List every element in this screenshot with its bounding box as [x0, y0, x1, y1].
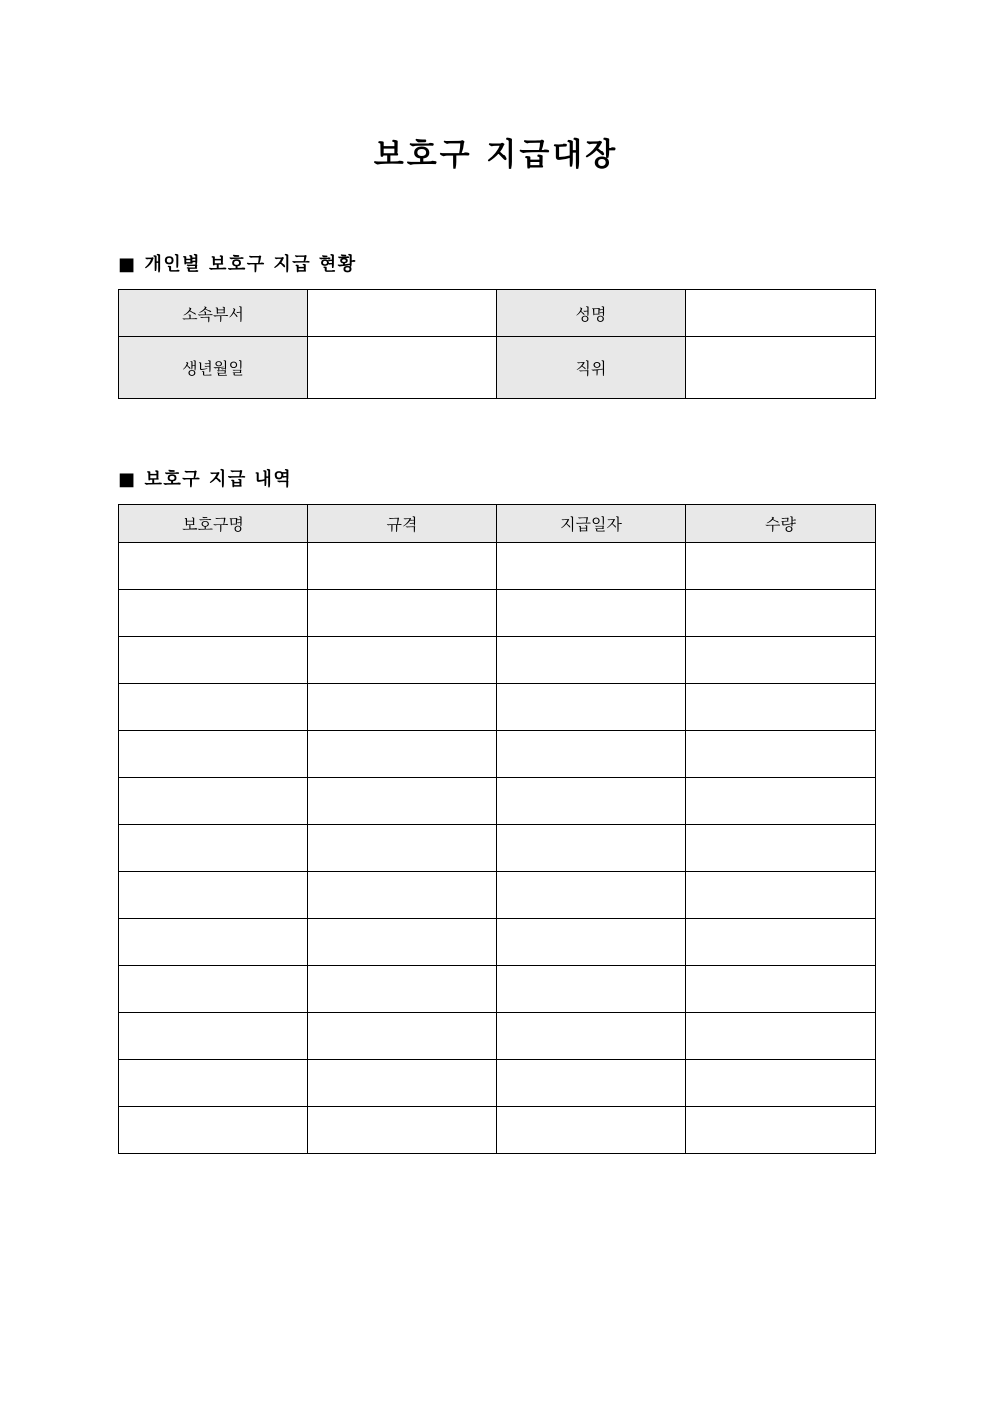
quantity-cell[interactable]	[686, 872, 876, 919]
issue-date-cell[interactable]	[497, 872, 686, 919]
table-row	[119, 684, 876, 731]
equipment-name-cell[interactable]	[119, 543, 308, 590]
equipment-name-cell[interactable]	[119, 684, 308, 731]
birth-date-field[interactable]	[308, 337, 497, 399]
equipment-name-cell[interactable]	[119, 590, 308, 637]
equipment-name-cell[interactable]	[119, 1107, 308, 1154]
table-row	[119, 590, 876, 637]
issue-date-cell[interactable]	[497, 1013, 686, 1060]
table-row	[119, 1013, 876, 1060]
issue-date-cell[interactable]	[497, 1107, 686, 1154]
issue-date-cell[interactable]	[497, 590, 686, 637]
specification-cell[interactable]	[308, 872, 497, 919]
position-field[interactable]	[686, 337, 876, 399]
specification-cell[interactable]	[308, 1060, 497, 1107]
section-personal-status-title: 개인별 보호구 지급 현황	[144, 254, 357, 275]
quantity-cell[interactable]	[686, 966, 876, 1013]
department-field[interactable]	[308, 290, 497, 337]
table-header-row	[119, 505, 876, 543]
quantity-cell[interactable]	[686, 590, 876, 637]
equipment-name-cell[interactable]	[119, 778, 308, 825]
square-bullet-icon: ■	[118, 469, 137, 490]
section-issue-history-heading	[118, 467, 292, 493]
issue-date-cell[interactable]	[497, 637, 686, 684]
quantity-cell[interactable]	[686, 543, 876, 590]
column-header-equipment-name: 보호구명	[119, 505, 308, 543]
table-row	[119, 919, 876, 966]
quantity-cell[interactable]	[686, 637, 876, 684]
position-label: 직위	[497, 337, 686, 399]
quantity-cell[interactable]	[686, 1013, 876, 1060]
specification-cell[interactable]	[308, 966, 497, 1013]
table-row	[119, 966, 876, 1013]
issue-date-cell[interactable]	[497, 778, 686, 825]
specification-cell[interactable]	[308, 919, 497, 966]
column-header-specification: 규격	[308, 505, 497, 543]
quantity-cell[interactable]	[686, 1060, 876, 1107]
table-row	[119, 778, 876, 825]
specification-cell[interactable]	[308, 778, 497, 825]
equipment-name-cell[interactable]	[119, 1060, 308, 1107]
specification-cell[interactable]	[308, 684, 497, 731]
column-header-quantity: 수량	[686, 505, 876, 543]
name-field[interactable]	[686, 290, 876, 337]
specification-cell[interactable]	[308, 590, 497, 637]
specification-cell[interactable]	[308, 543, 497, 590]
table-row	[119, 1107, 876, 1154]
quantity-cell[interactable]	[686, 919, 876, 966]
specification-cell[interactable]	[308, 1107, 497, 1154]
personal-info-row	[119, 337, 876, 399]
quantity-cell[interactable]	[686, 825, 876, 872]
equipment-name-cell[interactable]	[119, 1013, 308, 1060]
section-personal-status-heading	[118, 252, 357, 278]
name-label: 성명	[497, 290, 686, 337]
specification-cell[interactable]	[308, 1013, 497, 1060]
issue-date-cell[interactable]	[497, 684, 686, 731]
square-bullet-icon: ■	[118, 254, 137, 275]
specification-cell[interactable]	[308, 731, 497, 778]
issue-date-cell[interactable]	[497, 731, 686, 778]
table-row	[119, 731, 876, 778]
issue-date-cell[interactable]	[497, 825, 686, 872]
issue-date-cell[interactable]	[497, 1060, 686, 1107]
equipment-name-cell[interactable]	[119, 919, 308, 966]
birth-date-label: 생년월일	[119, 337, 308, 399]
issue-history-table	[118, 504, 876, 1154]
document-title: 보호구 지급대장	[373, 137, 619, 173]
table-row	[119, 1060, 876, 1107]
personal-info-table	[118, 289, 876, 399]
quantity-cell[interactable]	[686, 778, 876, 825]
specification-cell[interactable]	[308, 825, 497, 872]
column-header-issue-date: 지급일자	[497, 505, 686, 543]
table-row	[119, 637, 876, 684]
table-row	[119, 543, 876, 590]
quantity-cell[interactable]	[686, 1107, 876, 1154]
quantity-cell[interactable]	[686, 731, 876, 778]
issue-date-cell[interactable]	[497, 966, 686, 1013]
table-row	[119, 825, 876, 872]
equipment-name-cell[interactable]	[119, 825, 308, 872]
quantity-cell[interactable]	[686, 684, 876, 731]
equipment-name-cell[interactable]	[119, 637, 308, 684]
personal-info-row	[119, 290, 876, 337]
equipment-name-cell[interactable]	[119, 731, 308, 778]
section-issue-history-title: 보호구 지급 내역	[144, 469, 293, 490]
issue-history-body	[119, 543, 876, 1154]
specification-cell[interactable]	[308, 637, 497, 684]
table-row	[119, 872, 876, 919]
issue-date-cell[interactable]	[497, 543, 686, 590]
equipment-name-cell[interactable]	[119, 966, 308, 1013]
issue-date-cell[interactable]	[497, 919, 686, 966]
equipment-name-cell[interactable]	[119, 872, 308, 919]
department-label: 소속부서	[119, 290, 308, 337]
